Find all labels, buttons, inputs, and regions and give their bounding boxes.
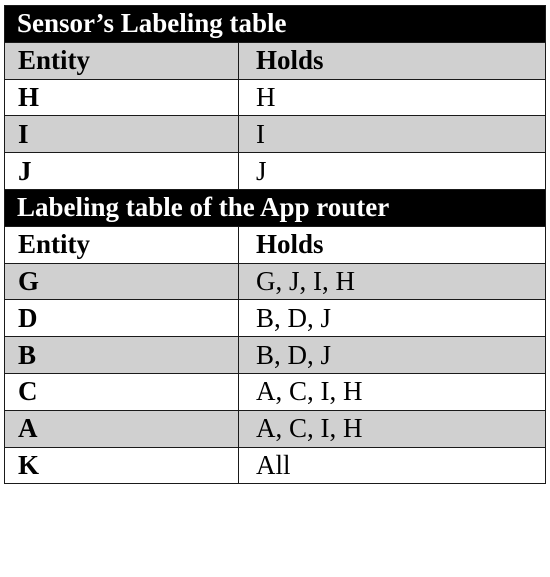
holds-cell: G, J, I, H bbox=[239, 263, 546, 300]
holds-column-header: Holds bbox=[239, 226, 546, 263]
sensor-labeling-table-title: Sensor’s Labeling table bbox=[5, 6, 546, 43]
holds-cell: I bbox=[239, 116, 546, 153]
entity-cell: K bbox=[5, 447, 239, 484]
holds-cell: All bbox=[239, 447, 546, 484]
holds-cell: H bbox=[239, 79, 546, 116]
table-row bbox=[5, 79, 546, 116]
entity-cell: G bbox=[5, 263, 239, 300]
holds-cell: A, C, I, H bbox=[239, 373, 546, 410]
holds-cell: A, C, I, H bbox=[239, 410, 546, 447]
entity-cell: J bbox=[5, 153, 239, 190]
column-header-row bbox=[5, 42, 546, 79]
entity-cell: A bbox=[5, 410, 239, 447]
table-row bbox=[5, 410, 546, 447]
entity-cell: B bbox=[5, 337, 239, 374]
table-row bbox=[5, 300, 546, 337]
table-row bbox=[5, 337, 546, 374]
section-title-row bbox=[5, 189, 546, 226]
table-row bbox=[5, 153, 546, 190]
section-title-row bbox=[5, 6, 546, 43]
holds-cell: B, D, J bbox=[239, 337, 546, 374]
table-row bbox=[5, 447, 546, 484]
column-header-row bbox=[5, 226, 546, 263]
holds-cell: B, D, J bbox=[239, 300, 546, 337]
entity-column-header: Entity bbox=[5, 42, 239, 79]
entity-column-header: Entity bbox=[5, 226, 239, 263]
entity-cell: H bbox=[5, 79, 239, 116]
entity-cell: D bbox=[5, 300, 239, 337]
table-row bbox=[5, 116, 546, 153]
labeling-tables bbox=[4, 5, 546, 484]
holds-cell: J bbox=[239, 153, 546, 190]
table-row bbox=[5, 373, 546, 410]
entity-cell: I bbox=[5, 116, 239, 153]
table-row bbox=[5, 263, 546, 300]
app-router-labeling-table-title: Labeling table of the App router bbox=[5, 189, 546, 226]
entity-cell: C bbox=[5, 373, 239, 410]
holds-column-header: Holds bbox=[239, 42, 546, 79]
